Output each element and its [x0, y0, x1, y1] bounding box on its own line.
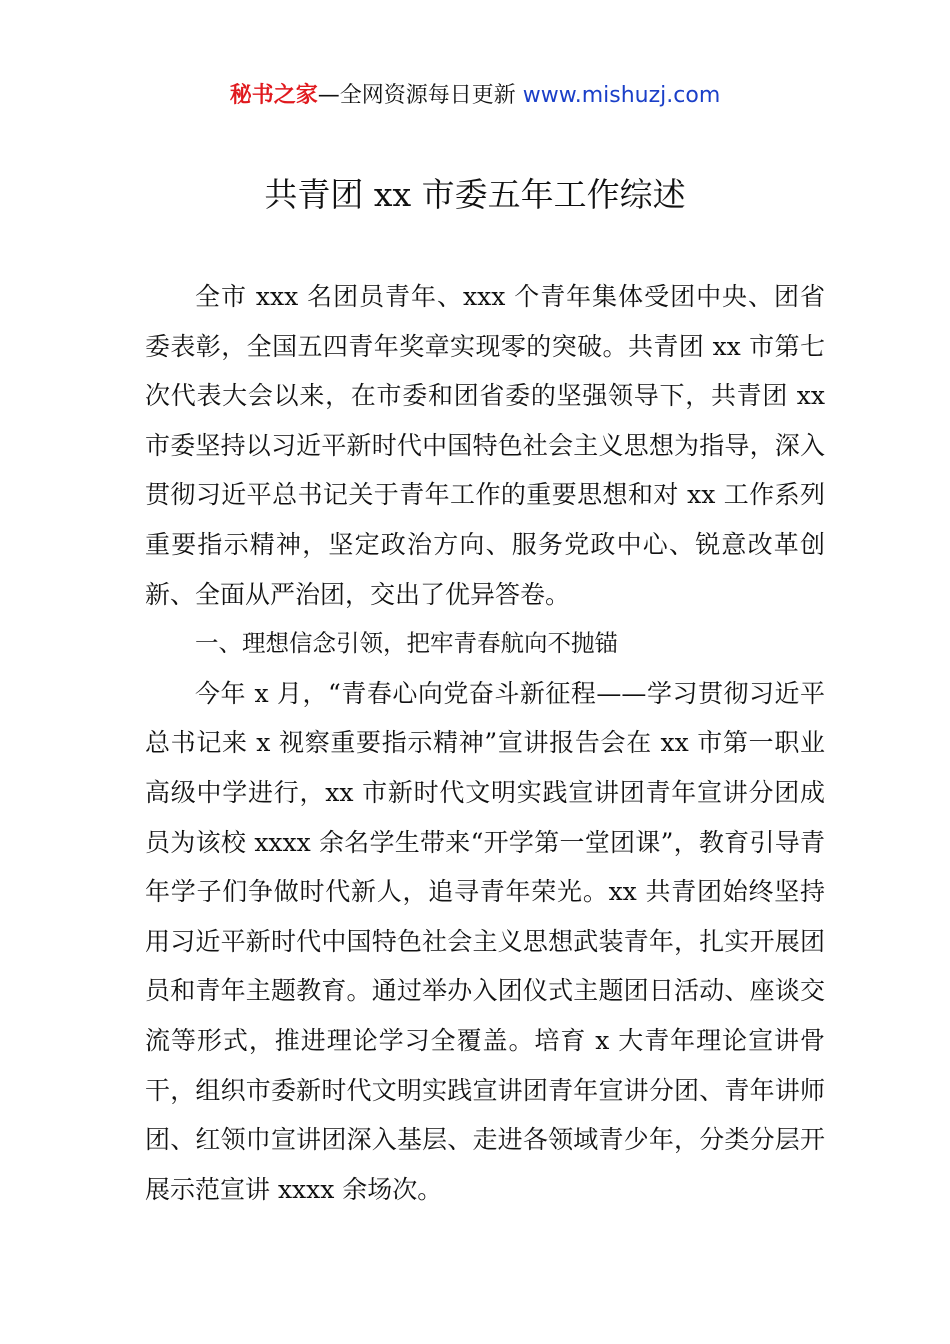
site-tagline: —全网资源每日更新 [317, 83, 516, 108]
site-url-link[interactable]: www.mishuzj.com [522, 83, 721, 108]
section-heading-1: 一、理想信念引领，把牢青春航向不抛锚 [195, 629, 618, 658]
document-body [145, 272, 825, 1214]
paragraph-section-1: 今年 x 月，“青春心向党奋斗新征程——学习贯彻习近平总书记来 x 视察重要指示精神”宣讲报告会在 xx 市第一职业高级中学进行，xx 市新时代文明实践宣讲团青年宣讲分团成员为该校 xxxx 余名学生带来“开学第一堂团课”，教育引导青年学子们争做时代新人，追寻青年荣光。xx 共青团始终坚持用习近平新时代中国特色社会主义思想武装青年，扎实开展团员和青年主题教育。通过举办入团仪式主题团日活动、座谈交流等形式，推进理论学习全覆盖。培育 x 大青年理论宣讲骨干，组织市委新时代文明实践宣讲团青年宣讲分团、青年讲师团、红领巾宣讲团深入基层、走进各领域青少年，分类分层开展示范宣讲 xxxx 余场次。 [145, 678, 825, 1204]
site-brand: 秘书之家 [229, 83, 318, 108]
paragraph-intro: 全市 xxx 名团员青年、xxx 个青年集体受团中央、团省委表彰，全国五四青年奖章实现零的突破。共青团 xx 市第七次代表大会以来，在市委和团省委的坚强领导下，共青团 xx 市委坚持以习近平新时代中国特色社会主义思想为指导，深入贯彻习近平总书记关于青年工作的重要思想和对 xx 工作系列重要指示精神，坚定政治方向、服务党政中心、锐意改革创新、全面从严治团，交出了优异答卷。 [145, 282, 825, 609]
document-title: 共青团 xx 市委五年工作综述 [264, 175, 686, 214]
site-header [0, 80, 950, 112]
